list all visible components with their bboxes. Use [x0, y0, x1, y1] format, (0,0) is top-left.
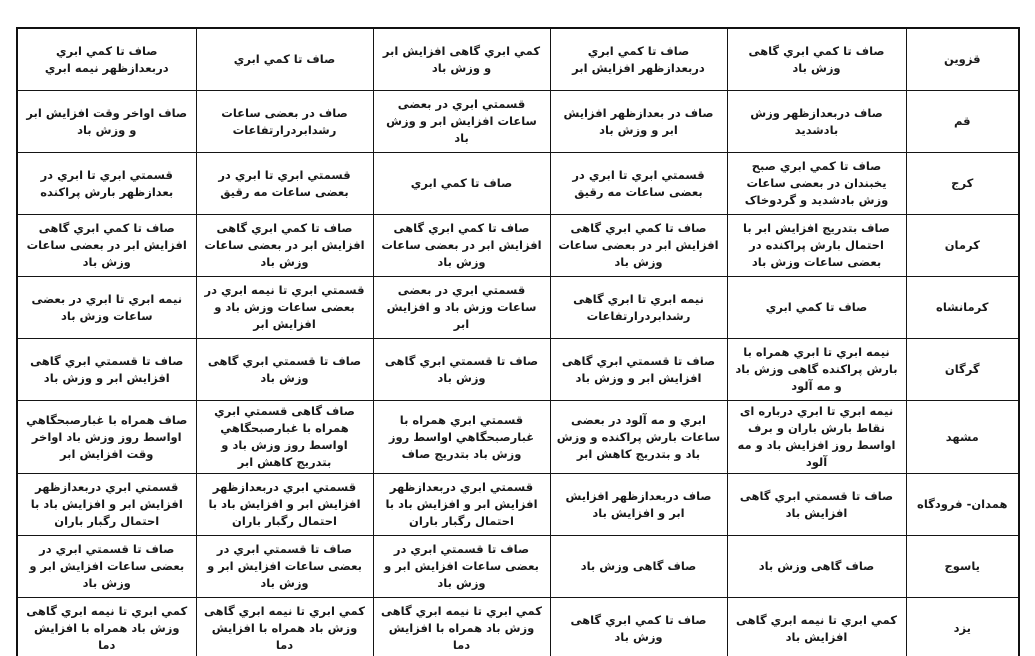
- forecast-cell: صاف در بعدازظهر افزایش ابر و وزش باد: [550, 91, 727, 153]
- forecast-cell: قسمتي ابري در بعضی ساعات افزایش ابر و وزش باد: [373, 91, 550, 153]
- forecast-cell: صاف تا كمي ابري گاهی وزش باد: [550, 598, 727, 656]
- city-name-cell: کرمانشاه: [906, 277, 1019, 339]
- forecast-cell: صاف دربعدازظهر وزش بادشدید: [727, 91, 906, 153]
- city-name-cell: کرمان: [906, 215, 1019, 277]
- table-row: [17, 401, 1019, 474]
- forecast-cell: صاف تا قسمتي ابري در بعضی ساعات افزایش ابر و وزش باد: [17, 536, 196, 598]
- forecast-cell: قسمتي ابري تا ابري در بعضی ساعات مه رقیق: [550, 153, 727, 215]
- forecast-cell: نيمه ابري تا ابري درباره ای نقاط بارش باران و برف اواسط روز افزایش باد و مه آلود: [727, 401, 906, 474]
- forecast-cell: صاف تا كمي ابري گاهی افزایش ابر در بعضی ساعات وزش باد: [550, 215, 727, 277]
- forecast-cell: كمي ابري گاهی افزايش ابر و وزش باد: [373, 28, 550, 91]
- forecast-cell: صاف بتدریج افزایش ابر با احتمال بارش پراکنده در بعضی ساعات وزش باد: [727, 215, 906, 277]
- city-name-cell: یزد: [906, 598, 1019, 656]
- forecast-cell: قسمتي ابري همراه با غبارصبحگاهي اواسط روز وزش باد بتدریج صاف: [373, 401, 550, 474]
- forecast-cell: صاف تا قسمتي ابري گاهی وزش باد: [196, 339, 373, 401]
- forecast-cell: قسمتي ابري تا ابري در بعدازظهر بارش پراکنده: [17, 153, 196, 215]
- city-name-cell: گرگان: [906, 339, 1019, 401]
- forecast-cell: صاف تا كمي ابري گاهی افزایش ابر در بعضی ساعات وزش باد: [17, 215, 196, 277]
- forecast-cell: نيمه ابري تا ابري گاهی رشدابردرارتفاعات: [550, 277, 727, 339]
- table-row: [17, 474, 1019, 536]
- forecast-cell: صاف تا كمي ابري: [727, 277, 906, 339]
- forecast-cell: صاف تا كمي ابري گاهی وزش باد: [727, 28, 906, 91]
- forecast-cell: صاف تا قسمتي ابري در بعضی ساعات افزایش ابر و وزش باد: [373, 536, 550, 598]
- city-name-cell: قم: [906, 91, 1019, 153]
- table-row: [17, 215, 1019, 277]
- forecast-cell: صاف تا كمي ابري گاهی افزایش ابر در بعضی ساعات وزش باد: [373, 215, 550, 277]
- forecast-cell: صاف در بعضی ساعات رشدابردرارتفاعات: [196, 91, 373, 153]
- forecast-cell: نيمه ابري تا ابري همراه با بارش پراکنده گاهی وزش باد و مه آلود: [727, 339, 906, 401]
- forecast-cell: قسمتي ابري دربعدازظهر افزایش ابر و افزایش باد با احتمال رگبار باران: [196, 474, 373, 536]
- forecast-cell: صاف تا قسمتي ابري گاهی افزایش ابر و وزش باد: [17, 339, 196, 401]
- forecast-cell: كمي ابري تا نيمه ابري گاهی وزش باد همراه با افزایش دما: [196, 598, 373, 656]
- table-row: [17, 277, 1019, 339]
- forecast-cell: قسمتي ابري دربعدازظهر افزایش ابر و افزایش باد با احتمال رگبار باران: [17, 474, 196, 536]
- forecast-cell: صاف تا كمي ابري صبح یخبندان در بعضی ساعات وزش بادشدید و گردوخاک: [727, 153, 906, 215]
- forecast-cell: صاف تا كمي ابري: [196, 28, 373, 91]
- forecast-cell: صاف تا قسمتي ابري در بعضی ساعات افزایش ابر و وزش باد: [196, 536, 373, 598]
- forecast-cell: كمي ابري تا نيمه ابري گاهی وزش باد همراه با افزایش دما: [373, 598, 550, 656]
- table-row: [17, 153, 1019, 215]
- forecast-cell: صاف تا كمي ابري گاهی افزایش ابر در بعضی ساعات وزش باد: [196, 215, 373, 277]
- forecast-cell: صاف دربعدازظهر افزایش ابر و افزایش باد: [550, 474, 727, 536]
- forecast-cell: كمي ابري تا نيمه ابري گاهی وزش باد همراه با افزایش دما: [17, 598, 196, 656]
- forecast-cell: قسمتي ابري در بعضی ساعات وزش باد و افزایش ابر: [373, 277, 550, 339]
- city-name-cell: مشهد: [906, 401, 1019, 474]
- forecast-cell: صاف همراه با غبارصبحگاهي اواسط روز وزش باد اواخر وقت افزایش ابر: [17, 401, 196, 474]
- forecast-cell: صاف تا قسمتي ابري گاهی افزایش باد: [727, 474, 906, 536]
- forecast-cell: صاف گاهی وزش باد: [727, 536, 906, 598]
- forecast-cell: قسمتي ابري دربعدازظهر افزایش ابر و افزایش باد با احتمال رگبار باران: [373, 474, 550, 536]
- forecast-cell: قسمتي ابري تا ابري در بعضی ساعات مه رقیق: [196, 153, 373, 215]
- forecast-cell: نيمه ابري تا ابري در بعضی ساعات وزش باد: [17, 277, 196, 339]
- forecast-cell: كمي ابري تا نيمه ابري گاهی افزایش باد: [727, 598, 906, 656]
- forecast-cell: صاف گاهی وزش باد: [550, 536, 727, 598]
- table-row: [17, 28, 1019, 91]
- table-row: [17, 598, 1019, 656]
- forecast-cell: صاف اواخر وقت افزایش ابر و وزش باد: [17, 91, 196, 153]
- forecast-cell: صاف تا كمي ابري دربعدازظهر نيمه ابري: [17, 28, 196, 91]
- table-row: [17, 91, 1019, 153]
- forecast-cell: ابري و مه آلود در بعضی ساعات بارش پراکنده و وزش باد و بتدریج کاهش ابر: [550, 401, 727, 474]
- table-row: [17, 536, 1019, 598]
- forecast-cell: صاف گاهی قسمتي ابري همراه با غبارصبحگاهي اواسط روز وزش باد و بتدریج کاهش ابر: [196, 401, 373, 474]
- table-row: [17, 339, 1019, 401]
- forecast-cell: قسمتي ابري تا نيمه ابري در بعضی ساعات وزش باد و افزایش ابر: [196, 277, 373, 339]
- forecast-cell: صاف تا قسمتي ابري گاهی افزایش ابر و وزش باد: [550, 339, 727, 401]
- forecast-cell: صاف تا كمي ابري: [373, 153, 550, 215]
- city-name-cell: کرج: [906, 153, 1019, 215]
- forecast-cell: صاف تا قسمتي ابري گاهی وزش باد: [373, 339, 550, 401]
- city-name-cell: قزوین: [906, 28, 1019, 91]
- weather-forecast-table: [16, 27, 1020, 656]
- city-name-cell: همدان- فرودگاه: [906, 474, 1019, 536]
- forecast-cell: صاف تا كمي ابري دربعدازظهر افزايش ابر: [550, 28, 727, 91]
- city-name-cell: یاسوج: [906, 536, 1019, 598]
